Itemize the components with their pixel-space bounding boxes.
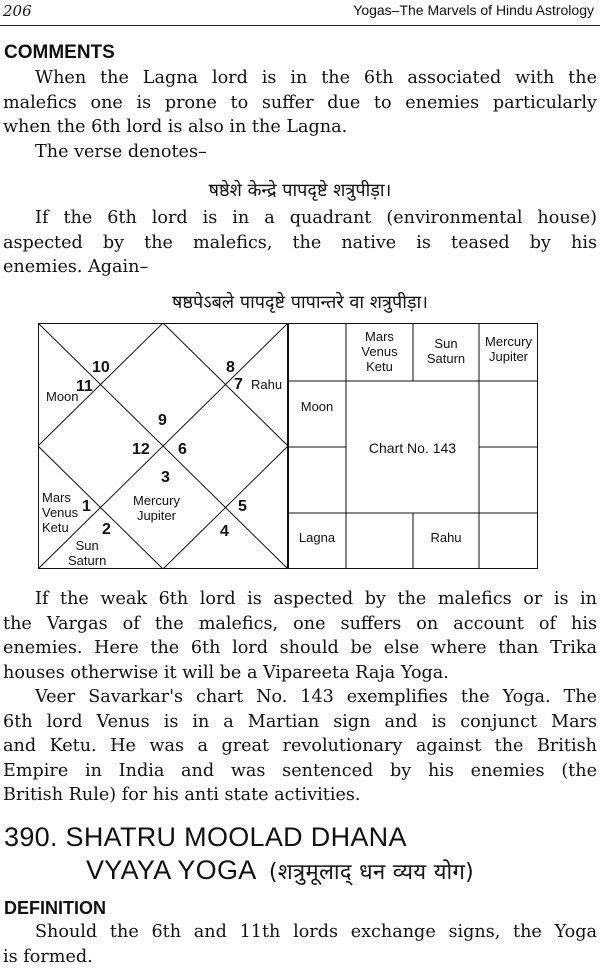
north-indian-chart (38, 323, 288, 569)
house-number-9: 9 (158, 412, 167, 430)
planet-sun: Sun (413, 336, 479, 351)
text-line: is formed. (3, 945, 597, 969)
south-indian-chart (288, 323, 538, 569)
planet-venus: Venus (42, 505, 78, 520)
text-line: 6th lord Venus is in a Martian sign and is conjunct Mars (3, 710, 597, 735)
comments-paragraph-1 (3, 66, 597, 164)
planet-mars: Mars (42, 490, 78, 505)
cell-mars-venus-ketu (346, 329, 413, 374)
house-number-8: 8 (226, 359, 235, 377)
planet-mercury: Mercury (479, 334, 538, 349)
text-line: If the 6th lord is in a quadrant (environmental house) (3, 206, 597, 231)
text-line: Should the 6th and 11th lords exchange signs, the Yoga (3, 920, 597, 945)
house-number-3: 3 (161, 469, 170, 487)
cell-moon: Moon (288, 399, 346, 414)
text-line: houses otherwise it will be a Vipareeta Raja Yoga. (3, 661, 597, 686)
planet-mars: Mars (346, 329, 413, 344)
house-number-6: 6 (178, 441, 187, 459)
planet-ketu: Ketu (346, 359, 413, 374)
planet-saturn: Saturn (413, 351, 479, 366)
planets-sun-saturn (68, 538, 106, 568)
cell-mercury-jupiter (479, 334, 538, 364)
house-number-7: 7 (234, 376, 243, 394)
house-number-10: 10 (92, 359, 110, 377)
example-paragraph (3, 685, 597, 808)
planet-rahu: Rahu (251, 377, 282, 392)
text-line: the Vargas of the malefics, one suffers on account of his (3, 612, 597, 637)
text-line: If the weak 6th lord is aspected by the malefics or is in (3, 587, 597, 612)
planet-ketu: Ketu (42, 520, 78, 535)
cell-rahu: Rahu (413, 530, 479, 545)
chart-title: Chart No. 143 (346, 441, 479, 456)
text-line: when the 6th lord is also in the Lagna. (3, 115, 597, 140)
section-title-line-2 (86, 855, 474, 886)
running-title: Yogas–The Marvels of Hindu Astrology (353, 2, 594, 18)
planet-venus: Venus (346, 344, 413, 359)
section-title-line-1: 390. SHATRU MOOLAD DHANA (4, 822, 407, 853)
cell-lagna: Lagna (288, 530, 346, 545)
planets-mercury-jupiter (133, 493, 180, 523)
comments-heading: COMMENTS (4, 42, 115, 64)
house-number-12: 12 (132, 441, 150, 459)
house-number-11: 11 (76, 378, 93, 396)
house-number-1: 1 (82, 498, 91, 516)
section-title-sanskrit: (शत्रुमूलाद् धन व्यय योग) (269, 860, 474, 885)
planets-mars-venus-ketu (42, 490, 78, 535)
text-line: aspected by the malefics, the native is teased by his (3, 231, 597, 256)
verse-intro: The verse denotes– (3, 140, 597, 165)
sanskrit-verse-2: षष्ठपेऽबले पापदृष्टे पापान्तरे वा शत्रुपीड़ा। (0, 290, 600, 314)
house-number-4: 4 (220, 523, 229, 541)
definition-paragraph (3, 920, 597, 969)
text-line: enemies. Again– (3, 255, 597, 280)
text-line: When the Lagna lord is in the 6th associated with the (3, 66, 597, 91)
text-line: Veer Savarkar's chart No. 143 exemplifies the Yoga. The (3, 685, 597, 710)
text-line: British Rule) for his anti state activities. (3, 783, 597, 808)
house-number-2: 2 (102, 521, 111, 539)
page-number: 206 (3, 2, 32, 20)
text-line: malefics one is prone to suffer due to enemies particularly (3, 91, 597, 116)
planet-jupiter: Jupiter (479, 349, 538, 364)
text-line: and Ketu. He was a great revolutionary against the British (3, 734, 597, 759)
header-rule (0, 25, 600, 26)
explanation-paragraph (3, 587, 597, 685)
comments-paragraph-2 (3, 206, 597, 280)
text-line: Empire in India and was sentenced by his enemies (the (3, 759, 597, 784)
text-line: enemies. Here the 6th lord should be else where than Trika (3, 636, 597, 661)
sanskrit-verse-1: षष्ठेशे केन्द्रे पापदृष्टे शत्रुपीड़ा। (0, 178, 600, 202)
planet-mercury: Mercury (133, 493, 180, 508)
planet-jupiter: Jupiter (133, 508, 180, 523)
planet-moon: Moon (46, 389, 79, 404)
section-title-english: VYAYA YOGA (86, 855, 255, 885)
house-number-5: 5 (238, 498, 247, 516)
planet-saturn: Saturn (68, 553, 106, 568)
definition-heading: DEFINITION (4, 898, 106, 919)
cell-sun-saturn (413, 336, 479, 366)
planet-sun: Sun (68, 538, 106, 553)
